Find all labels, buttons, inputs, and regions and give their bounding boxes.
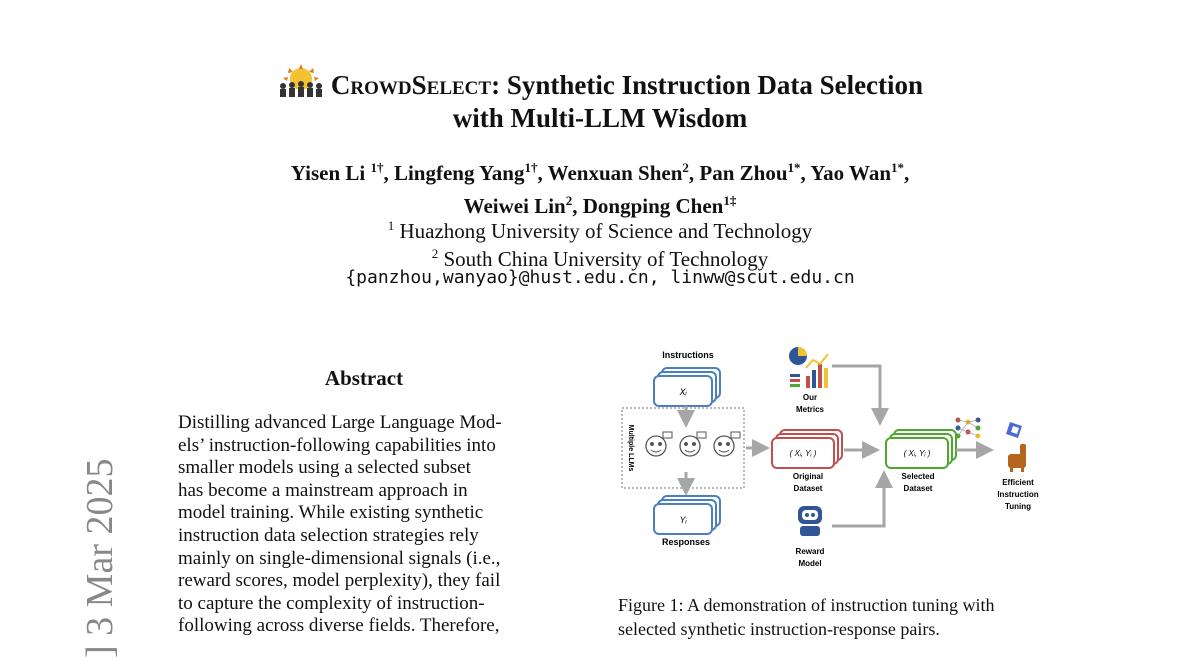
figure-caption: [618, 593, 1068, 641]
author-name: Wenxuan Shen: [547, 161, 683, 185]
abstract-line: following across diverse fields. Therefore,: [178, 615, 500, 637]
arrow-metrics-to-selected: [832, 366, 880, 420]
llm-icon: [714, 432, 740, 456]
abstract-heading: Abstract: [324, 366, 404, 390]
abstract-line: reward scores, model perplexity), they fail: [178, 570, 501, 592]
abstract-body: [178, 412, 550, 638]
author-sep: ,: [904, 161, 910, 185]
abstract-line: Distilling advanced Large Language Mod-: [178, 412, 502, 433]
author-mark: 1*: [787, 160, 801, 175]
original-label-1: Original: [792, 472, 824, 481]
author-mark: 1†: [370, 160, 384, 175]
llm-icon: [646, 432, 672, 456]
selected-pair-label: ( Xᵢ, Yᵢ ): [903, 449, 931, 458]
author-mark: 1*: [891, 160, 905, 175]
arxiv-sidebar: [8, 420, 121, 658]
author-name: Yao Wan: [810, 161, 892, 185]
affiliation-name: South China University of Technology: [443, 247, 769, 271]
author-emails: {panzhou,wanyao}@hust.edu.cn, linww@scut.edu.cn: [345, 267, 855, 288]
author-name: Pan Zhou: [699, 161, 788, 185]
model-logo-icon: [1006, 422, 1022, 438]
metrics-label-2: Metrics: [795, 405, 825, 414]
neural-network-icon: [956, 418, 981, 439]
paper-title: [0, 64, 1200, 135]
title-line-2: with Multi-LLM Wisdom: [452, 103, 748, 133]
author-sep: ,: [383, 161, 394, 185]
author-mark: 2: [682, 160, 689, 175]
affiliation-mark: 1: [387, 218, 395, 233]
response-y-label: Yᵢ: [679, 515, 687, 525]
title-name: CrowdSelect: [330, 70, 492, 100]
abstract-line: instruction data selection strategies rely: [178, 524, 479, 546]
author-sep: ,: [688, 161, 700, 185]
author-mark: 2: [565, 193, 573, 208]
efficient-label-1: Efficient: [1002, 478, 1034, 487]
metrics-icon: [789, 347, 828, 388]
author-name: Lingfeng Yang: [393, 161, 525, 185]
author-name: Dongping Chen: [582, 194, 724, 218]
llm-icon: [680, 432, 706, 456]
author-line-1: [0, 154, 1200, 187]
original-pair-label: ( Xᵢ, Yᵢ ): [789, 449, 817, 458]
efficient-label-2: Instruction: [997, 490, 1039, 499]
affiliation-name: Huazhong University of Science and Technology: [399, 219, 813, 243]
efficient-label-3: Tuning: [1004, 502, 1032, 511]
selected-label-2: Dataset: [903, 484, 933, 493]
reward-label-1: Reward: [795, 547, 825, 556]
instructions-label: Instructions: [662, 350, 714, 360]
affiliation-mark: 2: [431, 246, 439, 261]
author-sep: ,: [572, 194, 583, 218]
original-label-2: Dataset: [793, 484, 823, 493]
crowd-logo-icon: [277, 64, 325, 98]
caption-line-1: Figure 1: A demonstration of instruction tuning with: [618, 595, 995, 615]
arrow-reward-to-selected: [832, 476, 884, 526]
llama-icon: [1008, 444, 1026, 472]
caption-line-2: selected synthetic instruction-response pairs.: [618, 619, 940, 639]
responses-label: Responses: [661, 537, 711, 547]
abstract-line: smaller models using a selected subset: [178, 457, 471, 479]
response-stack: [654, 496, 720, 534]
selected-label-1: Selected: [901, 472, 935, 481]
author-name: Yisen Li: [290, 161, 371, 185]
abstract-line: mainly on single-dimensional signals (i.e.,: [178, 547, 501, 569]
abstract-line: model training. While existing synthetic: [178, 502, 484, 524]
author-mark: 1†: [524, 160, 538, 175]
title-line-1: [0, 64, 1200, 102]
reward-label-2: Model: [798, 559, 822, 568]
instruction-stack: [654, 368, 720, 406]
author-name: Weiwei Lin: [463, 194, 566, 218]
author-sep: ,: [537, 161, 548, 185]
instruction-x-label: Xᵢ: [679, 387, 687, 397]
title-rest: : Synthetic Instruction Data Selection: [491, 70, 924, 100]
author-sep: ,: [800, 161, 811, 185]
abstract-line: to capture the complexity of instruction-: [178, 592, 485, 614]
arxiv-sidebar-text: ] 3 Mar 2025: [79, 458, 121, 658]
abstract-line: els’ instruction-following capabilities into: [178, 434, 496, 456]
author-list: [0, 154, 1200, 220]
author-mark: 1‡: [723, 193, 737, 208]
llms-label: Multiple LLMs: [627, 424, 634, 472]
metrics-label-1: Our: [802, 393, 818, 402]
reward-model-icon: [798, 506, 822, 536]
abstract-line: has become a mainstream approach in: [178, 479, 468, 501]
figure-1-diagram: [610, 340, 1050, 580]
